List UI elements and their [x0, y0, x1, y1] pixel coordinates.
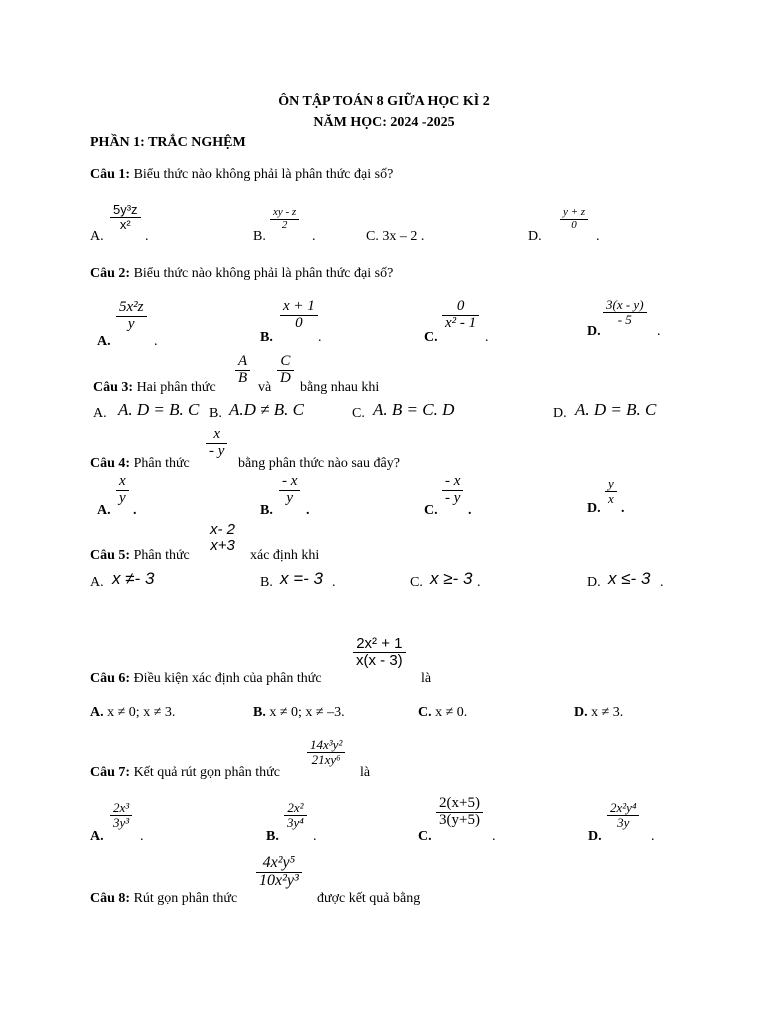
section-heading: PHẦN 1: TRẮC NGHỆM — [90, 135, 246, 150]
q3-option-a-label: A. — [93, 406, 107, 421]
q5-option-c: x ≥- 3 — [430, 569, 473, 588]
question-2: Câu 2: Biểu thức nào không phải là phân thức đại số? — [90, 266, 394, 281]
q1-option-a-fraction: $\frac{\text{5y³z}}{\text{x²}}$ — [110, 203, 141, 231]
q5-option-d: x ≤- 3 — [608, 569, 651, 588]
title-line-2: NĂM HỌC: 2024 -2025 — [313, 115, 455, 130]
q4-option-d-label: D. — [587, 501, 601, 516]
q3-option-d-label: D. — [553, 406, 567, 421]
q5-option-b: x =- 3 — [280, 569, 323, 588]
q4-option-c-label: C. — [424, 503, 438, 518]
q3-option-b-label: B. — [209, 406, 222, 421]
question-8: Câu 8: Rút gọn phân thức — [90, 891, 238, 906]
q5-option-a: x ≠- 3 — [112, 569, 155, 588]
question-5: Câu 5: Phân thức — [90, 548, 190, 563]
q7-option-d-label: D. — [588, 829, 602, 844]
q3-option-a: A. D = B. C — [118, 400, 200, 419]
q8-fraction: $\frac{\text{4x²y⁵}}{\text{10x²y³}}$ — [256, 855, 302, 890]
q3-option-c: A. B = C. D — [373, 400, 455, 419]
q2-option-d-fraction: $\frac{3(x - y)}{- 5}$ — [603, 298, 647, 326]
q7-option-a-fraction: $\frac{\text{2x³}}{\text{3y³}}$ — [110, 801, 132, 829]
q6-option-b: B. x ≠ 0; x ≠ –3. — [253, 705, 345, 720]
q5-option-b-label: B. — [260, 575, 273, 590]
q1-option-a-label: A. — [90, 229, 104, 244]
q6-option-a: A. x ≠ 0; x ≠ 3. — [90, 705, 176, 720]
q1-option-b-label: B. — [253, 229, 266, 244]
q4-option-c-fraction: $\frac{- x}{- y}$ — [442, 474, 463, 507]
q5-option-a-label: A. — [90, 575, 104, 590]
q2-option-a-label: A. — [97, 334, 111, 349]
q1-option-b-fraction: $\frac{xy - z}{2}$ — [270, 207, 299, 231]
q2-option-b-fraction: $\frac{x + 1}{0}$ — [280, 299, 318, 332]
q7-option-c-label: C. — [418, 829, 432, 844]
q3-option-d: A. D = B. C — [575, 400, 657, 419]
q5-fraction: x- 2 x+3 — [210, 521, 236, 554]
q6-option-d: D. x ≠ 3. — [574, 705, 624, 720]
title-line-1: ÔN TẬP TOÁN 8 GIỮA HỌC KÌ 2 — [278, 94, 490, 109]
q5-option-c-label: C. — [410, 575, 423, 590]
q7-option-a-label: A. — [90, 829, 104, 844]
q7-option-d-fraction: $\frac{\text{2x²y⁴}}{3y}$ — [607, 801, 639, 829]
q5-option-d-label: D. — [587, 575, 601, 590]
q3-fraction-cd: $\frac{C}{D}$ — [277, 354, 294, 387]
q4-option-d-fraction: $\frac{y}{x}$ — [605, 477, 617, 505]
q2-option-c-label: C. — [424, 330, 438, 345]
q4-option-a-fraction: $\frac{x}{y}$ — [116, 474, 129, 507]
q4-fraction: $\frac{x}{- y}$ — [206, 427, 227, 460]
q3-fraction-ab: $\frac{A}{B}$ — [235, 354, 250, 387]
question-3: Câu 3: Hai phân thức — [93, 380, 216, 395]
q1-option-c: C. 3x – 2 . — [366, 229, 425, 244]
question-6: Câu 6: Điều kiện xác định của phân thức — [90, 671, 322, 686]
q7-option-b-fraction: $\frac{\text{2x²}}{\text{3y⁴}}$ — [284, 801, 307, 829]
q6-fraction: $\frac{\text{2x² + 1}}{x(x - 3)}$ — [353, 636, 406, 669]
q3-option-b: A.D ≠ B. C — [229, 400, 304, 419]
q7-option-c-fraction: $\frac{2(x+5)}{3(y+5)}$ — [436, 796, 483, 829]
question-1: Câu 1: Biểu thức nào không phải là phân thức đại số? — [90, 167, 394, 182]
question-4: Câu 4: Phân thức — [90, 456, 190, 471]
q1-option-d-label: D. — [528, 229, 542, 244]
q7-fraction: $\frac{\text{14x³y²}}{\text{21xy⁶}}$ — [307, 738, 345, 766]
q4-option-b-fraction: $\frac{- x}{y}$ — [279, 474, 300, 507]
q2-option-c-fraction: $\frac{0}{\text{x² - 1}}$ — [442, 299, 479, 332]
q6-option-c: C. x ≠ 0. — [418, 705, 468, 720]
question-7: Câu 7: Kết quả rút gọn phân thức — [90, 765, 280, 780]
q3-option-c-label: C. — [352, 406, 365, 421]
q4-option-b-label: B. — [260, 503, 273, 518]
q4-option-a-label: A. — [97, 503, 111, 518]
q2-option-b-label: B. — [260, 330, 273, 345]
q1-option-d-fraction: $\frac{y + z}{0}$ — [560, 207, 588, 231]
document-page: ÔN TẬP TOÁN 8 GIỮA HỌC KÌ 2 NĂM HỌC: 2024 -2025 PHẦN 1: TRẮC NGHỆM Câu 1: Biểu thức nào không phải là phân thức đại số? A. $\frac{\text{5y³z}}{\text{x²}}$ . B. $\frac{xy - z}{2}$ . C. 3x – 2 . D. $\frac{y + z}{0}$ . Câu 2: Biểu thức nào không phải là phân thức đại số? A. $\frac{\text{5x²z}}{y}$ . B. $\frac{x + 1}{0}$ . C. $\frac{0}{\text{x² - 1}}$ . D. $\frac{3(x - y)}{- 5}$ . Câu 3: Hai phân thức $\frac{A}{B}$ và $\frac{C}{D}$ bằng nhau khi A. A. D = B. C B. A.D ≠ B. C C. A. B = C. D D. A. D = B. C Câu 4: Phân thức $\frac{x}{- y}$ bằng phân thức nào sau đây? A. $\frac{x}{y}$ . B. $\frac{- x}{y}$ . C. $\frac{- x}{- y}$ . D. $\frac{y}{x}$ . Câu 5: Phân thức x- 2 x+3 xác định khi A. x ≠- 3 B. x =- 3 . C. x ≥- 3 . D. x ≤- 3 . Câu 6: Điều kiện xác định của phân thức $\frac{\text{2x² + 1}}{x(x - 3)}$ là A. x ≠ 0; x ≠ 3. B. x ≠ 0; x ≠ –3. C. x ≠ 0. D. x ≠ 3. Câu 7: Kết quả rút gọn phân thức $\frac{\text{14x³y²}}{\text{21xy⁶}}$ là A. $\frac{\text{2x³}}{\text{3y³}}$ . B. $\frac{\text{2x²}}{\text{3y⁴}}$ . C. $\frac{2(x+5)}{3(y+5)}$ . D. $\frac{\text{2x²y⁴}}{3y}$ . Câu 8: Rút gọn phân thức $\frac{\text{4x²y⁵}}{\text{10x²y³}}$ được kết quả bằng — [0, 0, 768, 1024]
q7-option-b-label: B. — [266, 829, 279, 844]
q2-option-d-label: D. — [587, 324, 601, 339]
q2-option-a-fraction: $\frac{\text{5x²z}}{y}$ — [116, 300, 147, 333]
